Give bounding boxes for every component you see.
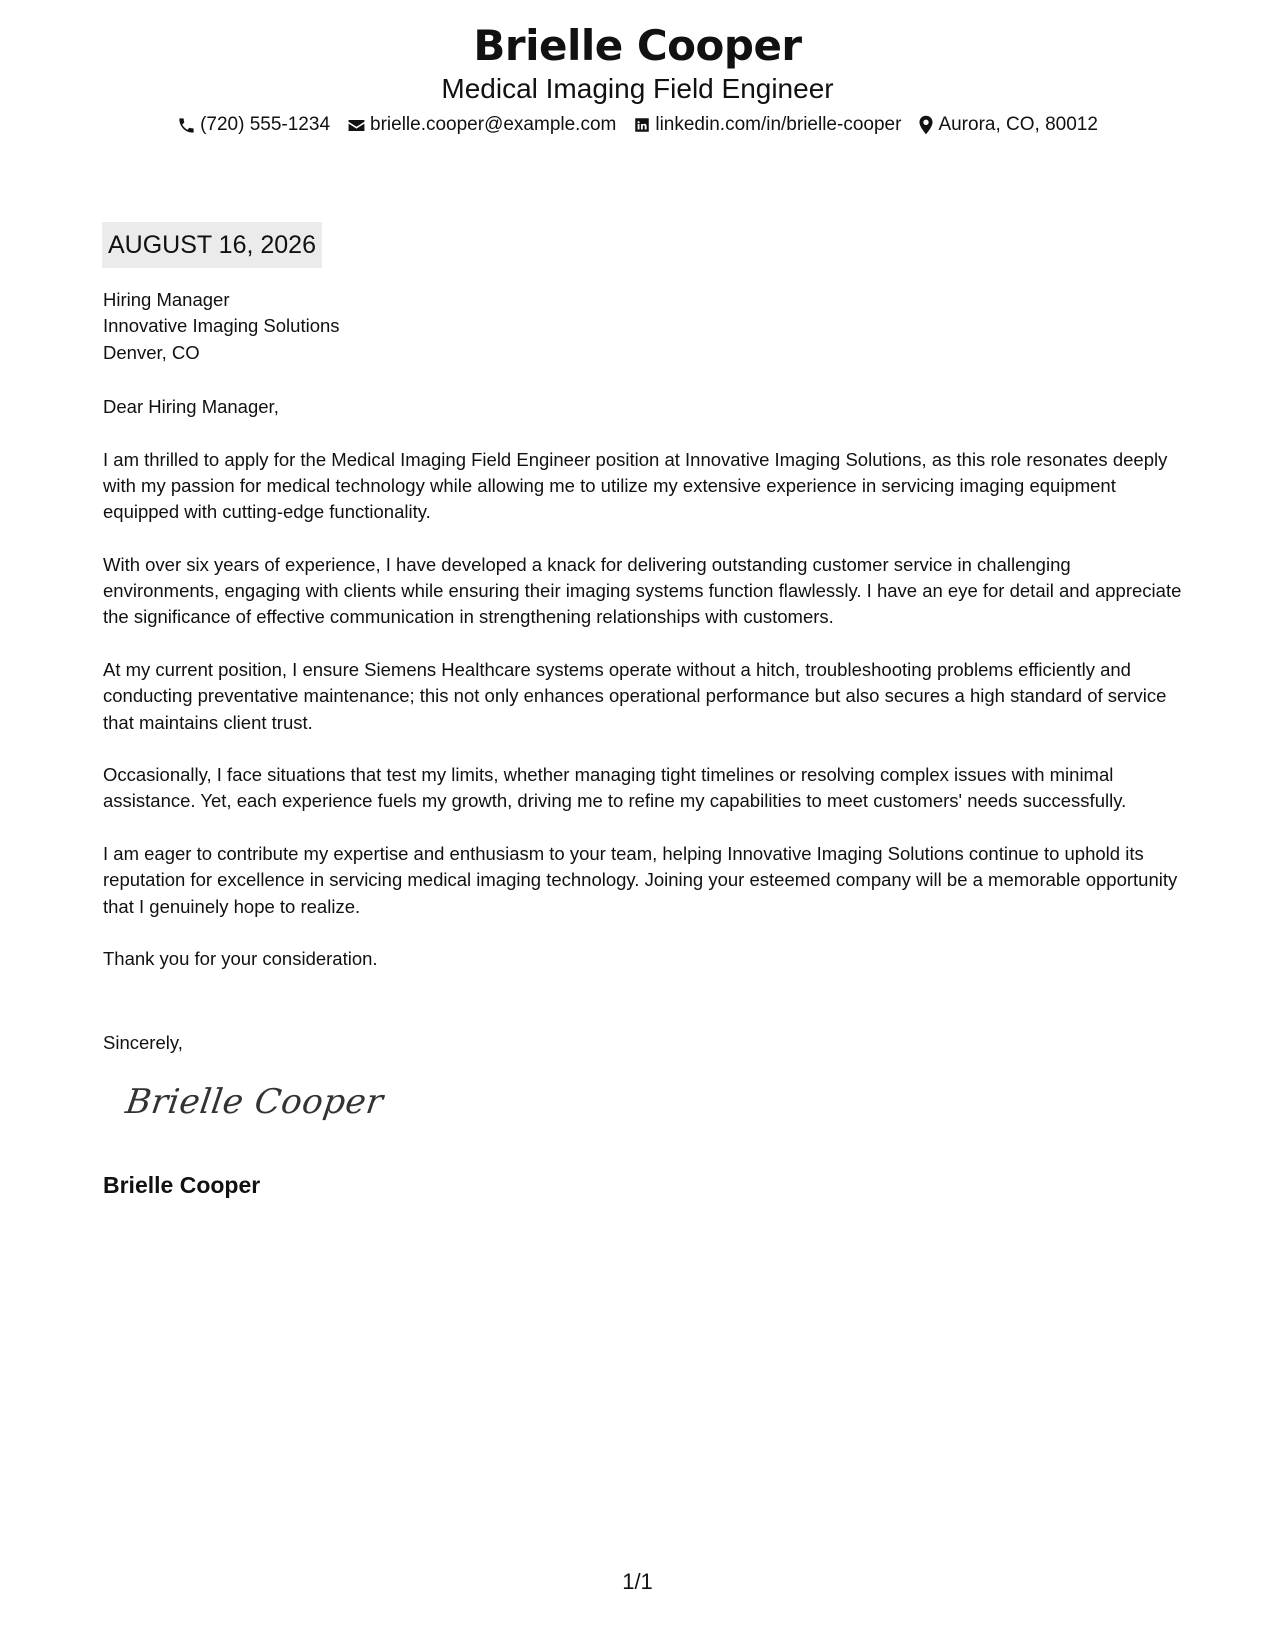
applicant-name: Brielle Cooper <box>473 21 802 70</box>
recipient-address <box>103 287 340 366</box>
body-paragraph-4: Occasionally, I face situations that test my limits, whether managing tight timelines or resolving complex issues with minimal assistance. Yet, each experience fuels my growth, driving me to refine my capabilities to meet customers' needs successfully. <box>103 764 1127 812</box>
contact-linkedin <box>633 112 901 138</box>
thank-you-line: Thank you for your consideration. <box>103 948 378 970</box>
closing: Sincerely, <box>103 1032 183 1053</box>
salutation: Dear Hiring Manager, <box>103 396 279 417</box>
body-paragraph-2: With over six years of experience, I have developed a knack for delivering outstanding customer service in challenging environments, engaging with clients while ensuring their imaging systems function flawlessly. I have an eye for detail and appreciate the significance of effective communication in strengthening relationships with customers. <box>103 553 1182 628</box>
phone-number: (720) 555-1234 <box>200 114 331 135</box>
map-pin-icon <box>918 115 934 135</box>
contact-phone <box>177 112 330 138</box>
letter-body <box>103 394 1183 999</box>
contact-location <box>918 112 1097 138</box>
envelope-icon <box>347 116 366 135</box>
body-paragraph-5: I am eager to contribute my expertise and enthusiasm to your team, helping Innovative Imaging Solutions continue to uphold its reputation for excellence in servicing medical imaging technology. Joining your esteemed company will be a memorable opportunity that I genuinely hope to realize. <box>103 843 1178 917</box>
email-address: brielle.cooper@example.com <box>370 114 617 135</box>
letter-header <box>0 20 1275 138</box>
signer-name: Brielle Cooper <box>103 1172 261 1198</box>
contact-email <box>347 112 616 138</box>
phone-icon <box>177 116 196 135</box>
page-number: 1/1 <box>622 1569 653 1594</box>
recipient-line-3: Denver, CO <box>103 341 200 363</box>
applicant-title: Medical Imaging Field Engineer <box>441 73 834 104</box>
contact-bar <box>0 112 1275 138</box>
body-paragraph-3: At my current position, I ensure Siemens Healthcare systems operate without a hitch, troubleshooting problems efficiently and conducting preventative maintenance; this not only enhances operational performance but also secures a high standard of service that maintains client trust. <box>103 658 1167 733</box>
recipient-line-2: Innovative Imaging Solutions <box>103 315 340 337</box>
location-text: Aurora, CO, 80012 <box>938 114 1098 135</box>
body-paragraph-1: I am thrilled to apply for the Medical Imaging Field Engineer position at Innovative Imaging Solutions, as this role resonates deeply with my passion for medical technology while allowing me to utilize my extensive experience in servicing imaging equipment equipped with cutting-edge functionality. <box>103 448 1168 523</box>
linkedin-icon <box>633 116 651 134</box>
recipient-line-1: Hiring Manager <box>103 289 230 310</box>
linkedin-url: linkedin.com/in/brielle-cooper <box>655 114 902 135</box>
letter-date: AUGUST 16, 2026 <box>102 222 322 268</box>
handwritten-signature: Brielle Cooper <box>123 1082 386 1122</box>
